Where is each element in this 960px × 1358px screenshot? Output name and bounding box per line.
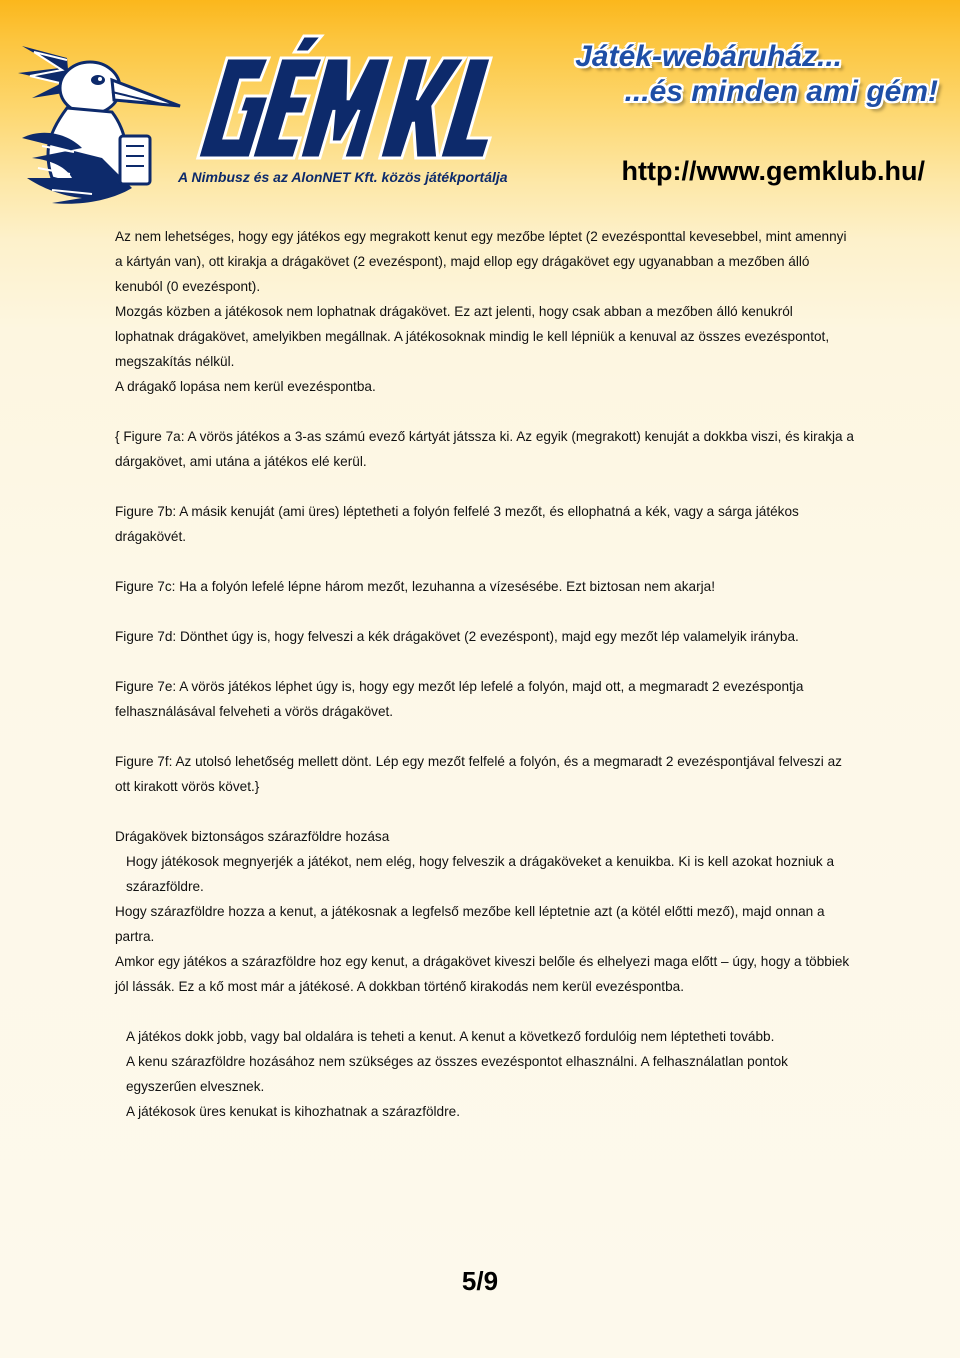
slogan-line-1: Játék-webáruház... [575,40,842,73]
spacer [115,549,855,574]
spacer [115,999,855,1024]
document-body [115,224,855,1124]
spacer [115,599,855,624]
section-heading-landing: Drágakövek biztonságos szárazföldre hozása [115,829,390,844]
header-tagline: A Nimbusz és az AlonNET Kft. közös játékportálja [178,169,508,185]
paragraph-dock-side: A játékos dokk jobb, vagy bal oldalára is teheti a kenut. A kenut a következő fordulóig nem léptetheti tovább. [126,1029,775,1044]
slogan-line-2: ...és minden ami gém! [624,75,938,108]
paragraph-landing-goal: Hogy játékosok megnyerjék a játékot, nem elég, hogy felveszik a drágaköveket a kenuikba. Ki is kell azokat hozniuk a szárazföldre. [126,854,835,894]
figure-7f-caption: Figure 7f: Az utolsó lehetőség mellett dönt. Lép egy mezőt felfelé a folyón, és a megmaradt 2 evezéspontjával felveszi az ott kirakott vörös követ.} [115,754,842,794]
paragraph-unused-points: A kenu szárazföldre hozásához nem szükséges az összes evezéspontot elhasználni. A felhasználatlan pontok egyszerűen elvesznek. [126,1054,788,1094]
figure-7c-caption: Figure 7c: Ha a folyón lefelé lépne három mezőt, lezuhanna a vízesésébe. Ezt biztosan nem akarja! [115,579,715,594]
figure-7e-caption: Figure 7e: A vörös játékos léphet úgy is, hogy egy mezőt lép lefelé a folyón, majd ott, a megmaradt 2 evezéspontja felhasználásával felveheti a vörös drágakövet. [115,679,804,719]
spacer [115,724,855,749]
page-number: 5/9 [461,1266,499,1296]
site-url-link[interactable]: http://www.gemklub.hu/ [621,156,925,186]
heron-mascot-icon [12,28,182,204]
figure-7b-caption: Figure 7b: A másik kenuját (ami üres) léptetheti a folyón felfelé 3 mezőt, és ellophatná a kék, vagy a sárga játékos drágakövét. [115,504,799,544]
spacer [115,399,855,424]
paragraph-stealing-cost: A drágakő lopása nem kerül evezéspontba. [115,379,376,394]
paragraph-no-stealing-while-moving: Mozgás közben a játékosok nem lophatnak drágakövet. Ez azt jelenti, hogy csak abban a mezőben álló kenukról lophatnak drágakövet, amelyikben megállnak. A játékosoknak mindig le kell lépniük a kenuval az összes evezéspontot, megszakítás nélkül. [115,304,830,369]
page-header [0,0,960,200]
paragraph-no-stealing-after-unload: Az nem lehetséges, hogy egy játékos egy megrakott kenut egy mezőbe léptet (2 evezésponttal kevesebbel, mint amennyi a kártyán van), ott kirakja a drágakövet (2 evezéspont), majd ellop egy drágakövet egy ugyanabban a mezőben álló kenuból (0 evezéspont). [115,229,847,294]
figure-7a-caption: { Figure 7a: A vörös játékos a 3-as számú evező kártyát játssza ki. Az egyik (megrakott) kenuját a dokkba viszi, és kirakja a dárgakövet, ami utána a játékos elé kerül. [115,429,854,469]
spacer [115,474,855,499]
spacer [115,799,855,824]
spacer [115,649,855,674]
paragraph-landing-how: Hogy szárazföldre hozza a kenut, a játékosnak a legfelső mezőbe kell léptetnie azt (a kötél előtti mező), majd onnan a partra. [115,904,825,944]
gem-klub-logo [185,30,530,175]
paragraph-empty-canoes: A játékosok üres kenukat is kihozhatnak a szárazföldre. [126,1104,460,1119]
paragraph-landing-unload: Amkor egy játékos a szárazföldre hoz egy kenut, a drágakövet kiveszi belőle és elhelyezi maga előtt – úgy, hogy a többiek jól lássák. Ez a kő most már a játékosé. A dokkban történő kirakodás nem kerül evezéspontba. [115,954,850,994]
figure-7d-caption: Figure 7d: Dönthet úgy is, hogy felveszi a kék drágakövet (2 evezéspont), majd egy mezőt lép valamelyik irányba. [115,629,799,644]
